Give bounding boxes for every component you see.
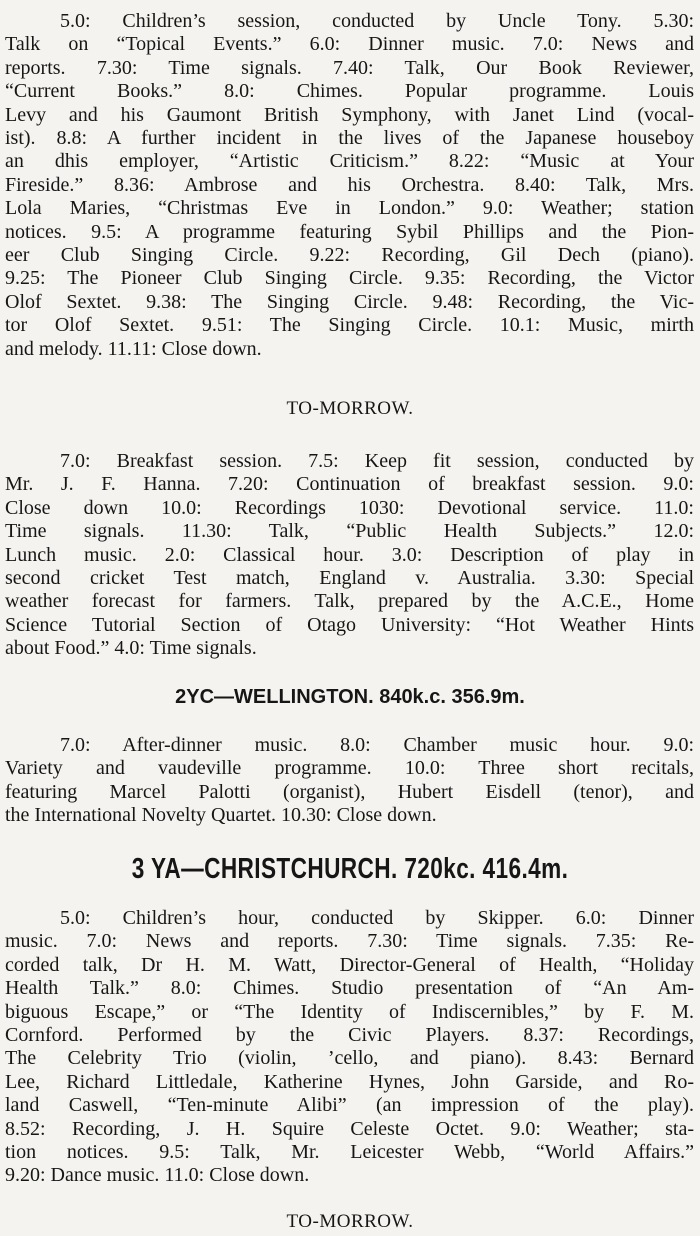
programme-line: Cornford. Performed by the Civic Players. 8.37: Recordings, xyxy=(5,1024,694,1047)
programme-line: eer Club Singing Circle. 9.22: Recording, Gil Dech (piano). xyxy=(5,244,694,267)
programme-line: reports. 7.30: Time signals. 7.40: Talk, Our Book Reviewer, xyxy=(5,56,694,79)
programme-line: Health Talk.” 8.0: Chimes. Studio presentation of “An Am- xyxy=(5,977,694,1000)
programme-line: land Caswell, “Ten-minute Alibi” (an impression of the play). xyxy=(5,1094,694,1117)
programme-line: the International Novelty Quartet. 10.30: Close down. xyxy=(5,804,437,827)
programme-line: tor Olof Sextet. 9.51: The Singing Circle. 10.1: Music, mirth xyxy=(5,314,694,337)
programme-line: biguous Escape,” or “The Identity of Indiscernibles,” by F. M. xyxy=(5,1000,694,1023)
programme-line: notices. 9.5: A programme featuring Sybil Phillips and the Pion- xyxy=(5,220,694,243)
programme-line: 5.0: Children’s hour, conducted by Skipper. 6.0: Dinner xyxy=(60,907,694,929)
programme-line: Lee, Richard Littledale, Katherine Hynes, John Garside, and Ro- xyxy=(5,1070,694,1093)
section-tomorrow-programme xyxy=(0,450,700,661)
programme-line: Time signals. 11.30: Talk, “Public Health Subjects.” 12.0: xyxy=(5,520,694,543)
programme-line: Close down 10.0: Recordings 1030: Devotional service. 11.0: xyxy=(5,496,694,519)
programme-line: Lola Maries, “Christmas Eve in London.” 9.0: Weather; station xyxy=(5,197,694,220)
programme-line: Lunch music. 2.0: Classical hour. 3.0: Description of play in xyxy=(5,543,694,566)
programme-line: Mr. J. F. Hanna. 7.20: Continuation of breakfast session. 9.0: xyxy=(5,473,694,496)
programme-line: 9.20: Dance music. 11.0: Close down. xyxy=(5,1164,310,1187)
programme-line: The Celebrity Trio (violin, ’cello, and piano). 8.43: Bernard xyxy=(5,1047,694,1070)
tomorrow-heading: TO-MORROW. xyxy=(286,1211,414,1232)
section-2yc-programme xyxy=(0,734,700,828)
programme-line: ist). 8.8: A further incident in the lives of the Japanese houseboy xyxy=(5,127,694,150)
programme-line: weather forecast for farmers. Talk, prepared by the A.C.E., Home xyxy=(5,590,694,613)
programme-line: 7.0: After-dinner music. 8.0: Chamber music hour. 9.0: xyxy=(60,734,694,756)
programme-line: Science Tutorial Section of Otago University: “Hot Weather Hints xyxy=(5,613,694,636)
tomorrow-heading: TO-MORROW. xyxy=(286,398,414,419)
programme-line: “Current Books.” 8.0: Chimes. Popular programme. Louis xyxy=(5,80,694,103)
programme-line: Fireside.” 8.36: Ambrose and his Orchestra. 8.40: Talk, Mrs. xyxy=(5,173,694,196)
programme-line: second cricket Test match, England v. Australia. 3.30: Special xyxy=(5,567,694,590)
programme-line: 9.25: The Pioneer Club Singing Circle. 9.35: Recording, the Victor xyxy=(5,267,694,290)
programme-line: about Food.” 4.0: Time signals. xyxy=(5,637,257,660)
programme-line: corded talk, Dr H. M. Watt, Director-General of Health, “Holiday xyxy=(5,953,694,976)
programme-line: tion notices. 9.5: Talk, Mr. Leicester Webb, “World Affairs.” xyxy=(5,1141,694,1164)
section-3ya-programme xyxy=(0,907,700,1188)
programme-line: music. 7.0: News and reports. 7.30: Time signals. 7.35: Re- xyxy=(5,930,694,953)
programme-line: Variety and vaudeville programme. 10.0: Three short recitals, xyxy=(5,757,694,780)
programme-line: 5.0: Children’s session, conducted by Uncle Tony. 5.30: xyxy=(60,10,694,32)
programme-line: 7.0: Breakfast session. 7.5: Keep fit session, conducted by xyxy=(60,450,694,472)
programme-line: and melody. 11.11: Close down. xyxy=(5,337,262,360)
section-local-evening-programme xyxy=(0,10,700,361)
station-heading-2yc: 2YC—WELLINGTON. 840k.c. 356.9m. xyxy=(175,686,525,708)
programme-line: Levy and his Gaumont British Symphony, with Janet Lind (vocal- xyxy=(5,103,694,126)
programme-line: 8.52: Recording, J. H. Squire Celeste Octet. 9.0: Weather; sta- xyxy=(5,1117,694,1140)
programme-line: Olof Sextet. 9.38: The Singing Circle. 9.48: Recording, the Vic- xyxy=(5,290,694,313)
programme-line: an dhis employer, “Artistic Criticism.” 8.22: “Music at Your xyxy=(5,150,694,173)
programme-line: Talk on “Topical Events.” 6.0: Dinner music. 7.0: News and xyxy=(5,33,694,56)
station-heading-3ya: 3 YA—CHRISTCHURCH. 720kc. 416.4m. xyxy=(131,853,569,885)
programme-line: featuring Marcel Palotti (organist), Hubert Eisdell (tenor), and xyxy=(5,780,694,803)
